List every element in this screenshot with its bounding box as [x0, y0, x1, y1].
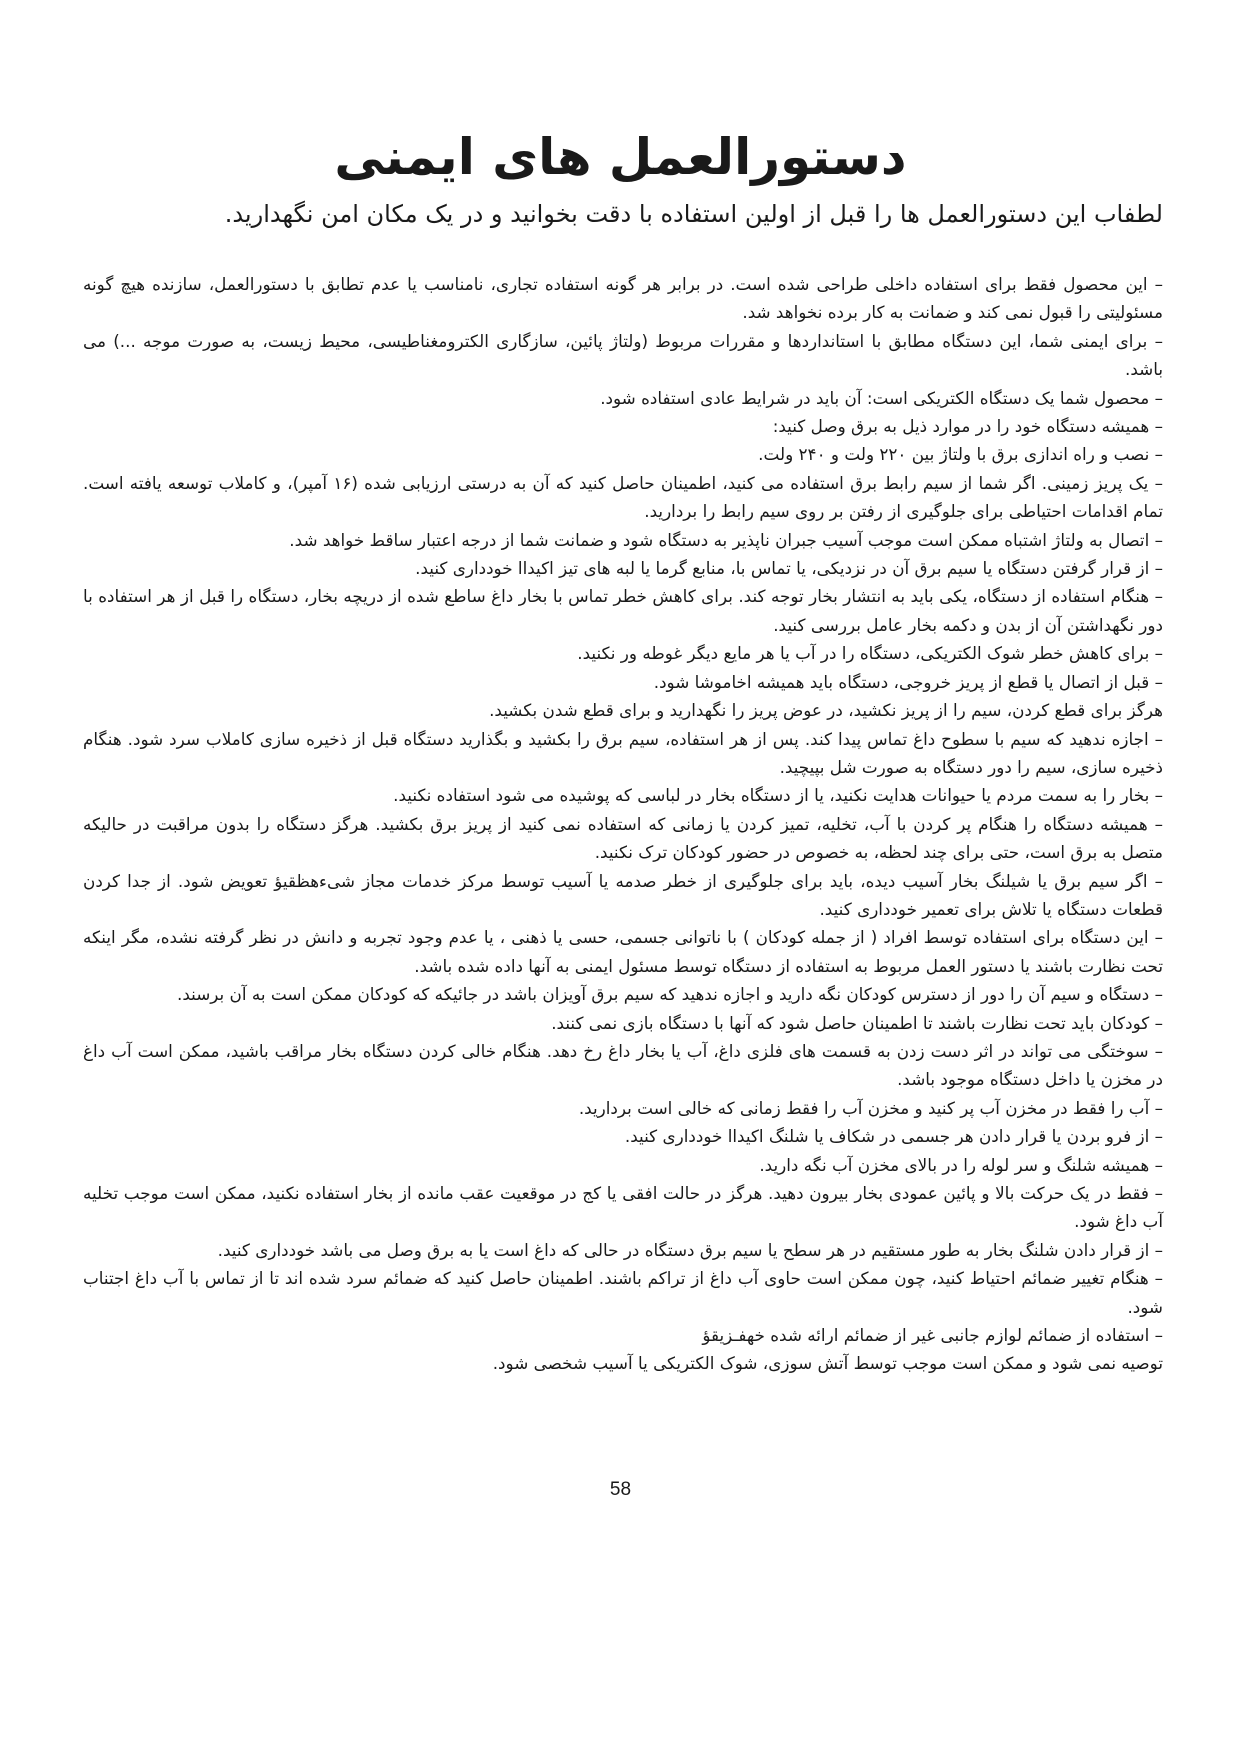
page-title: دستورالعمل های ایمنی	[334, 128, 907, 186]
instruction-paragraph: – فقط در یک حرکت بالا و پائین عمودی بخار بیرون دهید. هرگز در حالت افقی یا کج در موقعیت عقب مانده از بخار استفاده نکنید، ممکن است موجب تخلیه آب داغ شود.	[83, 1183, 1163, 1232]
instruction-paragraph: – اتصال به ولتاژ اشتباه ممکن است موجب آسیب جبران ناپذیر به دستگاه شود و ضمانت شما از درجه اعتبار ساقط خواهد شد.	[289, 529, 1163, 550]
instruction-paragraph: – همیشه شلنگ و سر لوله را در بالای مخزن آب نگه دارید.	[759, 1154, 1163, 1175]
instruction-paragraph: – این محصول فقط برای استفاده داخلی طراحی شده است. در برابر هر گونه استفاده تجاری، نامناسب یا عدم تطابق با دستورالعمل، سازنده هیچ گونه مسئولیتی را قبول نمی کند و ضمانت به کار برده نخواهد شد.	[83, 274, 1163, 323]
instruction-paragraph: – اگر سیم برق یا شیلنگ بخار آسیب دیده، باید برای جلوگیری از خطر صدمه یا آسیب توسط مرکز خدمات مجاز شیءهظقیؤ تعویض شود. از جدا کردن قطعات دستگاه یا تلاش برای تعمیر خودداری کنید.	[83, 870, 1163, 919]
instruction-paragraph: – هنگام استفاده از دستگاه، یکی باید به انتشار بخار توجه کند. برای کاهش خطر تماس با بخار داغ ساطع شده از دریچه بخار، دستگاه را قبل از هر استفاده با دور نگهداشتن آن از بدن و دکمه بخار عامل بررسی کنید.	[83, 586, 1163, 635]
instruction-paragraph: – همیشه دستگاه را هنگام پر کردن با آب، تخلیه، تمیز کردن یا زمانی که استفاده نمی کنید از پریز برق بکشید. هرگز دستگاه را بدون مراقبت در حالیکه متصل به برق است، حتی برای چند لحظه، به خصوص در حضور کودکان ترک نکنید.	[83, 813, 1163, 863]
page-subtitle: لطفاب این دستورالعمل ها را قبل از اولین استفاده با دقت بخوانید و در یک مکان امن نگهدارید.	[224, 200, 1163, 228]
safety-instructions-body	[83, 270, 1163, 1378]
instruction-paragraph: – از قرار گرفتن دستگاه یا سیم برق آن در نزدیکی، یا تماس با، منابع گرما یا لبه های تیز اکیداا خودداری کنید.	[415, 558, 1163, 579]
instruction-paragraph: – آب را فقط در مخزن آب پر کنید و مخزن آب را فقط زمانی که خالی است بردارید.	[578, 1097, 1163, 1118]
instruction-paragraph: – بخار را به سمت مردم یا حیوانات هدایت نکنید، یا از دستگاه بخار در لباسی که پوشیده می شود استفاده نکنید.	[393, 785, 1163, 806]
instruction-paragraph: – سوختگی می تواند در اثر دست زدن به قسمت های فلزی داغ، آب یا بخار داغ رخ دهد. هنگام خالی کردن دستگاه بخار مراقب باشید، ممکن است آب داغ در مخزن یا داخل دستگاه موجود باشد.	[83, 1040, 1163, 1090]
instruction-paragraph: – نصب و راه اندازی برق با ولتاژ بین ۲۲۰ ولت و ۲۴۰ ولت.	[758, 444, 1163, 465]
instruction-paragraph: – از فرو بردن یا قرار دادن هر جسمی در شکاف یا شلنگ اکیداا خودداری کنید.	[624, 1126, 1163, 1147]
instruction-paragraph: – این دستگاه برای استفاده توسط افراد ( از جمله کودکان ) با ناتوانی جسمی، حسی یا ذهنی ، یا عدم وجود تجربه و دانش در نظر گرفته نشده، مگر اینکه تحت نظارت باشند یا دستور العمل مربوط به استفاده از دستگاه توسط مسئول ایمنی به آنها داده شده باشد.	[83, 927, 1163, 976]
instruction-paragraph: – برای ایمنی شما، این دستگاه مطابق با استانداردها و مقررات مربوط (ولتاژ پائین، سازگاری الکترومغناطیسی، محیط زیست، به صورت موجه ...) می باشد.	[83, 330, 1163, 380]
instruction-paragraph: – یک پریز زمینی. اگر شما از سیم رابط برق استفاده می کنید، اطمینان حاصل کنید که آن به درستی ارزیابی شده (۱۶ آمپر)، و کاملاب توسعه یافته است. تمام اقدامات احتیاطی برای جلوگیری از رفتن بر روی سیم رابط را بردارید.	[83, 472, 1163, 522]
instruction-paragraph: – استفاده از ضمائم لوازم جانبی غیر از ضمائم ارائه شده خهفـزیقؤ	[702, 1325, 1163, 1346]
instruction-paragraph: – محصول شما یک دستگاه الکتریکی است: آن باید در شرایط عادی استفاده شود.	[600, 387, 1163, 408]
instruction-paragraph: – همیشه دستگاه خود را در موارد ذیل به برق وصل کنید:	[772, 416, 1163, 437]
instruction-paragraph: – هنگام تغییر ضمائم احتیاط کنید، چون ممکن است حاوی آب داغ از تراکم باشند. اطمینان حاصل کنید که ضمائم سرد شده اند تا از تماس با آب داغ اجتناب شود.	[83, 1268, 1163, 1317]
instruction-paragraph: هرگز برای قطع کردن، سیم را از پریز نکشید، در عوض پریز را نگهدارید و برای قطع شدن بکشید.	[489, 700, 1163, 721]
instruction-paragraph: – اجازه ندهید که سیم با سطوح داغ تماس پیدا کند. پس از هر استفاده، سیم برق را بکشید و بگذارید دستگاه قبل از ذخیره سازی کاملاب سرد شود. هنگام ذخیره سازی، سیم را دور دستگاه به صورت شل بپیچید.	[83, 728, 1163, 777]
instruction-paragraph: – از قرار دادن شلنگ بخار به طور مستقیم در هر سطح یا سیم برق دستگاه در حالی که داغ است یا به برق وصل می باشد خودداری کنید.	[217, 1239, 1163, 1260]
instruction-paragraph: توصیه نمی شود و ممکن است موجب توسط آتش سوزی، شوک الکتریکی یا آسیب شخصی شود.	[492, 1353, 1163, 1374]
instruction-paragraph: – قبل از اتصال یا قطع از پریز خروجی، دستگاه باید همیشه اخاموشا شود.	[653, 671, 1163, 692]
instruction-paragraph: – دستگاه و سیم آن را دور از دسترس کودکان نگه دارید و اجازه ندهید که سیم برق آویزان باشد در جائیکه که کودکان ممکن است به آن برسند.	[177, 984, 1163, 1005]
instruction-paragraph: – برای کاهش خطر شوک الکتریکی، دستگاه را در آب یا هر مایع دیگر غوطه ور نکنید.	[577, 643, 1163, 664]
instruction-paragraph: – کودکان باید تحت نظارت باشند تا اطمینان حاصل شود که آنها با دستگاه بازی نمی کنند.	[551, 1012, 1163, 1033]
page-number: 58	[609, 1479, 632, 1500]
